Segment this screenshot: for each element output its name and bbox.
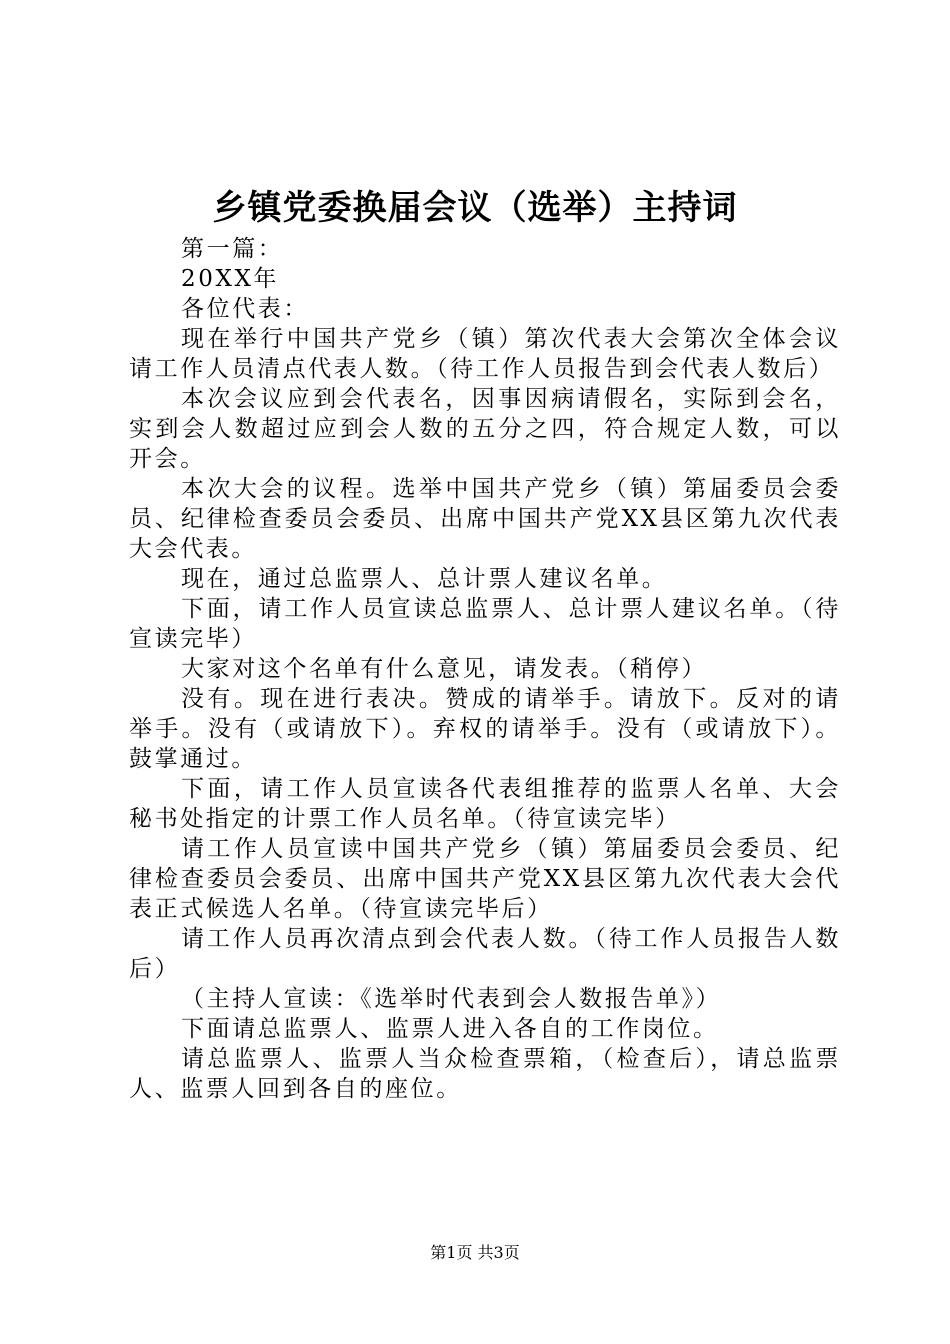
paragraph: 下面请总监票人、监票人进入各自的工作岗位。 [181,1016,719,1042]
paragraph: 各位代表： [181,296,309,322]
page-footer: 第1页 共3页 [430,1243,520,1262]
paragraph: 没有。现在进行表决。赞成的请举手。请放下。反对的请举手。没有（或请放下）。弃权的请举手。没有（或请放下）。鼓掌通过。 [129,686,841,772]
paragraph: 现在，通过总监票人、总计票人建议名单。 [181,566,668,592]
document-body [129,234,841,1104]
paragraph: 请工作人员再次清点到会代表人数。（待工作人员报告人数后） [129,926,841,982]
paragraph: 20XX年 [181,266,280,292]
paragraph: 本次会议应到会代表名，因事因病请假名，实际到会名，实到会人数超过应到会人数的五分之四，符合规定人数，可以开会。 [129,386,841,472]
paragraph: 现在举行中国共产党乡（镇）第次代表大会第次全体会议请工作人员清点代表人数。（待工作人员报告到会代表人数后） [129,326,841,382]
paragraph: 下面，请工作人员宣读各代表组推荐的监票人名单、大会秘书处指定的计票工作人员名单。（待宣读完毕） [129,776,841,832]
paragraph: 第一篇： [181,236,284,262]
paragraph: 大家对这个名单有什么意见，请发表。（稍停） [181,656,708,682]
paragraph: 本次大会的议程。选举中国共产党乡（镇）第届委员会委员、纪律检查委员会委员、出席中国共产党XX县区第九次代表大会代表。 [129,476,841,562]
document-title: 乡镇党委换届会议（选举）主持词 [212,188,738,228]
paragraph: 请总监票人、监票人当众检查票箱，（检查后），请总监票人、监票人回到各自的座位。 [129,1046,841,1102]
paragraph: 下面，请工作人员宣读总监票人、总计票人建议名单。（待宣读完毕） [129,596,841,652]
paragraph: （主持人宣读：《选举时代表到会人数报告单》） [181,986,722,1012]
paragraph: 请工作人员宣读中国共产党乡（镇）第届委员会委员、纪律检查委员会委员、出席中国共产党XX县区第九次代表大会代表正式候选人名单。（待宣读完毕后） [129,836,841,922]
